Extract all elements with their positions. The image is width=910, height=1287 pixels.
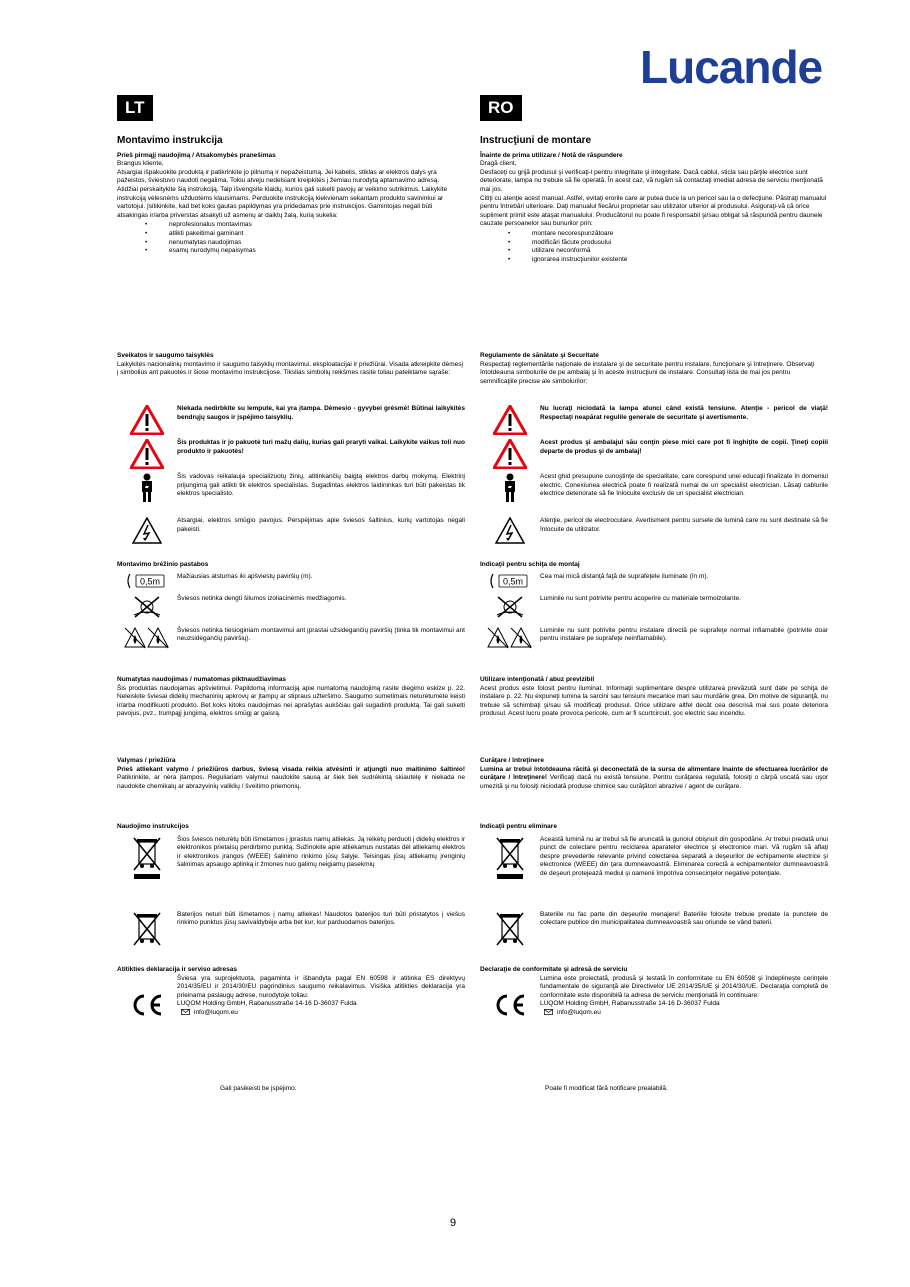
drawing-notes-heading: Indicaţii pentru schiţa de montaj xyxy=(480,561,580,568)
warning-voltage-text: Niekada nedirbkite su lempute, kai yra įtampa. Dėmesio - gyvybei grėsmė! Būtinai laikykitės bendrųjų saugos ir įspėjimo taisyklių. xyxy=(177,405,465,421)
service-address: LUQOM Holding GmbH, Rabanusstraße 14-16 D-36037 Fulda xyxy=(177,1000,357,1008)
section-title: Instrucţiuni de montare xyxy=(480,135,592,146)
battery-bin-icon xyxy=(480,911,540,947)
cleaning-warning: Lumina ar trebui întotdeauna răcită şi deconectată de la sursa de alimentare înainte de efectuarea lucrărilor de curăţare / întreţinere! xyxy=(480,765,828,782)
service-email-link[interactable]: info@luqom.eu xyxy=(194,1008,238,1016)
safety-heading: Regulamente de sănătate şi Securitate xyxy=(480,352,599,359)
first-use-text: Brangus kliente, Atsargiai išpakuokite produktą ir patikrinkite jo pilnumą ir nepažeistumą. Jei kabelis, stiklas ar elektros dalys yra pažeistos, šviestuvo naudoti negalima. Tokiu atveju nedelsiant kreipkitės į žemiau nurodytą aptarnavimo adresą. Atidžiai perskaitykite šią instrukciją. Taip išvengsite klaidų, kurios gali sukelti pavojų ar veikimo sutrikimus. Laikykite instrukciją vėlesnėms užduotėms klausimams. Perduokite instrukciją kiekvienam sekantam produkto savininkui ar vartotojui. Įsitikinkite, kad bet koks gautas papildymas yra pridedamas prie instrukcijos. Gamintojas negali būti atsakingas ir/arba priverstas atsakyti už asmenų ar daiktų žalą, kurią sukelia: xyxy=(117,160,448,219)
list-item: • montare necorespunzătoare xyxy=(480,230,828,239)
weee-bin-icon xyxy=(480,836,540,880)
brand-logo: Lucande xyxy=(640,41,823,93)
first-use-heading: Înainte de prima utilizare / Notă de răspundere xyxy=(480,151,623,159)
flammable-note: Šviesos netinka tiesioginiam montavimui ant įprastai užsidegančių paviršių (tinka tik montavimui ant neuzsidegančių paviršių). xyxy=(177,626,465,643)
cleaning-heading: Curăţare / întreţinere xyxy=(480,757,544,764)
cleaning-heading: Valymas / priežiūra xyxy=(117,757,176,764)
intended-use-heading: Numatytas naudojimas / numatomas piktnaudžiavimas xyxy=(117,676,287,683)
electric-shock-text: Atenţie, pericol de electrocutare. Avertisment pentru sursele de lumină care nu sunt destinate să fie înlocuite de utilizator. xyxy=(540,517,828,533)
no-insulation-icon xyxy=(480,595,540,619)
safety-text: Laikykitės nacionalinių montavimo ir saugumo taisyklių montavimui, eksploatacijai ir priežiūrai. Visada atkreipkite dėmesį į simbolius ant pakuotės ir šiose montavimo instrukcijose. Tikslias simbolių reikšmes rasite toliau pateiktame sąraše: xyxy=(117,360,463,377)
language-badge: RO xyxy=(480,95,522,121)
liability-list xyxy=(480,230,828,264)
list-item: • esamų nurodymų nepaisymas xyxy=(117,247,465,256)
first-use-text: Dragă client, Desfaceţi cu grijă produsul şi verificaţi-l pentru integritate şi integritate. Dacă cablul, sticla sau părţile electrice sunt deteriorate, lampa nu trebuie să fie operată. În acest caz, vă rugăm să contactaţi imediat adresa de serviciu menţionată mai jos. Citiţi cu atenţie acest manual. Astfel, evitaţi erorile care ar putea duce la un pericol sau la o defecţiune. Păstraţi manualul pentru întrebări ulterioare. Daţi manualul fiecărui proprietar sau utilizator ulterior al produsului. Asiguraţi-vă că orice supliment primit este ataşat manualului. Producătorul nu poate fi responsabil şi/sau obligat să răspundă pentru daunele cauzate persoanelor sau bunurilor prin: xyxy=(480,160,827,228)
ce-mark-icon xyxy=(117,975,177,1017)
service-email-link[interactable]: info@luqom.eu xyxy=(557,1008,601,1016)
cleaning-text: Patikrinkite, ar nėra įtampos. Reguliariam valymui naudokite sausą ar šiek tiek sudrėkintą skiautelę ir niekada ne naudokite chemikalų ar abrazyvinių valiklių / šveitimo priemonių. xyxy=(117,774,465,790)
mail-icon xyxy=(544,1009,553,1015)
warning-triangle-icon xyxy=(117,405,177,435)
electric-shock-text: Atsargiai, elektros smūgio pavojus. Perspėjimas apie šviesos šaltinius, kurių vartotojas negali pakeisti. xyxy=(177,517,465,533)
flammable-note: Luminile nu sunt potrivite pentru instalare directă pe suprafeţe normal inflamabile (potrivite doar pentru instalare pe suprafeţe neinflamabile). xyxy=(540,626,828,643)
intended-use-text: Acest produs este folosit pentru iluminat. Informaţii suplimentare despre utilizarea prevăzută sunt date pe schiţa de instalare p. 22. Nu expuneţi lumina la sarcini sau tensiuni mecanice mari sau murdărie grea. Din motive de siguranţă, nu trebuie să schimbaţi şi/sau să modificaţi produsul. Orice utilizare altfel decât cea descrisă mai sus poate deteriora produsul. Acest lucru poate provoca pericole, cum ar fi scurtcircuit, şoc electric sau incendiu. xyxy=(480,684,828,718)
footer-note-ro: Poate fi modificat fără notificare prealabilă. xyxy=(545,1085,668,1092)
distance-icon xyxy=(117,573,177,589)
conformity-heading: Declaraţie de conformitate şi adresă de serviciu xyxy=(480,966,628,973)
ce-mark-icon xyxy=(480,975,540,1017)
list-item: • ignorarea instrucţiunilor existente xyxy=(480,256,828,265)
distance-icon xyxy=(480,573,540,589)
safety-heading: Sveikatos ir saugumo taisyklės xyxy=(117,352,214,359)
weee-bin-icon xyxy=(117,836,177,880)
electrician-text: Acest ghid presupune cunoştinţe de specialitate, care corespund unei educaţii finalizate în domeniul electric. Conexiunea electrică poate fi realizată numai de un specialist electrician. Lăsaţi cablurile electrice deteriorate să fie înlocuite exclusiv de un specialist electrician. xyxy=(540,473,828,498)
warning-small-parts-text: Šis produktas ir jo pakuotė turi mažų dalių, kurias gali praryti vaikai. Laikykite vaikus toli nuo produkto ir pakuotės! xyxy=(177,439,465,455)
list-item: • modificări făcute produsului xyxy=(480,239,828,248)
disposal-heading: Indicaţii pentru eliminare xyxy=(480,823,557,830)
safety-text: Respectaţi reglementările naţionale de instalare şi de securitate pentru instalare, funcţionare şi întreţinere. Observaţi întotdeauna simbolurile de pe ambalaj şi în aceste instrucţiuni de instalare. Consultaţi lista de mai jos pentru semnificaţiile precise ale simbolurilor: xyxy=(480,360,815,385)
insulation-note: Luminile nu sunt potrivite pentru acoperire cu materiale termoizolante. xyxy=(540,594,741,602)
list-item: • utilizare neconformă xyxy=(480,247,828,256)
warning-triangle-icon xyxy=(480,405,540,435)
cleaning-text: Verificaţi dacă nu există tensiune. Pentru curăţarea regulată, folosiţi o cârpă uscată sau uşor umezită şi nu folosiţi niciodată produse chimice sau curăţători abrazive / agent de curăţare. xyxy=(480,774,829,790)
svg-text:0,5m: 0,5m xyxy=(502,576,524,587)
warning-small-parts-icon xyxy=(117,439,177,469)
insulation-note: Šviesos netinka dengti šilumos izoliacinėmis medžiagomis. xyxy=(177,594,347,602)
warning-small-parts-text: Acest produs şi ambalajul său conţin piese mici care pot fi înghiţite de copii. Ţineţi copiii departe de produs şi de ambalaj! xyxy=(540,439,828,455)
list-item: • atlikti pakeitimai gaminant xyxy=(117,230,465,239)
electrician-icon xyxy=(480,473,540,503)
footer-note-lt: Gali pasikeisti be įspėjimo. xyxy=(220,1085,297,1092)
service-address: LUQOM Holding GmbH, Rabanusstraße 14-16 D-36037 Fulda xyxy=(540,1000,720,1008)
no-insulation-icon xyxy=(117,595,177,619)
distance-note: Mažiausias atstumas iki apšviestų paviršių (m). xyxy=(177,572,313,580)
electric-shock-icon xyxy=(117,517,177,544)
battery-disposal-text: Bateriile nu fac parte din deşeurile menajere! Bateriile folosite trebuie predate la punctele de colectare publice din municipalitatea dumneavoastră sau oriunde se vând baterii. xyxy=(540,910,828,927)
drawing-notes-heading: Montavimo brėžinio pastabos xyxy=(117,561,209,568)
intended-use-heading: Utilizare intenţionată / abuz previzibil xyxy=(480,676,595,683)
section-title: Montavimo instrukcija xyxy=(117,135,223,146)
electric-shock-icon xyxy=(480,517,540,544)
page-number: 9 xyxy=(450,1217,457,1229)
flammable-surface-icon xyxy=(480,627,540,649)
weee-disposal-text: Această lumină nu ar trebui să fie aruncată la gunoiul obişnuit din gospodărie. Ar trebui predată unui punct de colectare pentru reciclarea aparatelor electrice şi electronice mari. Vă rugăm să aflaţi despre prevederile relevante privind colectarea separată a deşeurilor de echipamente electrice şi electronice (WEEE) din ţara dumneavoastră. Eliminarea corectă a echipamentelor dumneavoastră de deşeuri protejează mediul şi oamenii împotriva consecinţelor negative potenţiale. xyxy=(540,835,828,877)
conformity-heading: Atitikties deklaracija ir serviso adresas xyxy=(117,966,237,973)
conformity-text: Šviesa yra suprojektuota, pagaminta ir išbandyta pagal EN 60598 ir atitinka ES direktyvų 2014/35/EU ir 2014/30/EU pagrindinius saugumo reikalavimus. Visiška atitikties deklaracija yra prieinama paslaugų adrese, nurodytoje toliau: xyxy=(177,974,465,999)
cleaning-warning: Prieš atliekant valymo / priežiūros darbus, šviesą visada reikia atvėsinti ir atjungti nuo maitinimo šaltinio! xyxy=(117,765,465,773)
list-item: • neprofesionalus montavimas xyxy=(117,221,465,230)
flammable-surface-icon xyxy=(117,627,177,649)
svg-text:0,5m: 0,5m xyxy=(139,576,161,587)
battery-bin-icon xyxy=(117,911,177,947)
conformity-text: Lumina este proiectată, produsă şi testată în conformitate cu EN 60598 şi îndeplineşte cerinţele fundamentale de siguranţă ale Directivelor UE 2014/35/UE şi 2014/30/UE. Declaraţia completă de conformitate este disponibilă la adresa de serviciu menţionată în continuare: xyxy=(540,974,828,999)
battery-disposal-text: Baterijos neturi būti išmetamos į namų atliekas! Naudotos baterijos turi būti pristatytos į viešus rinkimo punktus jūsų savivaldybėje arba bet kur, kur parduodamos baterijos. xyxy=(177,910,465,927)
mail-icon xyxy=(181,1009,190,1015)
electrician-text: Šis vadovas reikalauja specializuotų žinių, atitinkančių baigtą elektros darbų mokymą. Elektrinį prijungimą gali atlikti tik elektros specialistas. Sugadintas elektros laidininkas turi būti pakeistas tik elektros specialisto. xyxy=(177,473,465,498)
warning-voltage-text: Nu lucraţi niciodată la lampa atunci când există tensiune. Atenţie - pericol de viaţă! Respectaţi neapărat regulile generale de securitate şi avertismente. xyxy=(540,405,828,421)
first-use-heading: Prieš pirmąjį naudojimą / Atsakomybės pranešimas xyxy=(117,151,276,159)
electrician-icon xyxy=(117,473,177,503)
weee-disposal-text: Šios šviesos neturėtų būti išmetamos į įprastus namų atliekas. Ją reikėtų perduoti į didelių elektros ir elektronikos prietaisų perdirbimo punktą. Sužinokite apie atliekamus nustatas dėl atliekamų elektros ir elektronikos įrangos (WEEE) šalinimo rinkimo jūsų šalyje. Teisingas jūsų atliekamų įrenginių šalinimas apsaugo aplinką ir žmones nuo galimų neigiamų pasekmių xyxy=(177,835,465,869)
warning-small-parts-icon xyxy=(480,439,540,469)
liability-list xyxy=(117,221,465,255)
list-item: • nenumatytas naudojimas xyxy=(117,239,465,248)
language-badge: LT xyxy=(117,95,153,121)
distance-note: Cea mai mică distanţă faţă de suprafeţele iluminate (în m). xyxy=(540,572,709,580)
disposal-heading: Naudojimo instrukcijos xyxy=(117,823,189,830)
intended-use-text: Šis produktas naudojamas apšvietimui. Papildomą informaciją apie numatomą naudojimą rasite diegimo eskize p. 22. Neleiskite šviesai didelių mechaninių apkrovų ar įtampų ar stipraus užteršimo. Saugumo sumetimais neturėtumėte keisti ir/arba modifikuoti produkto. Bet koks kitoks naudojimas nei aprašytas aukščiau gali sugadinti produktą. Tai gali sukelti pavojus, pvz., trumpąjį jungimą, elektros smūgį ar gaisrą. xyxy=(117,684,465,718)
